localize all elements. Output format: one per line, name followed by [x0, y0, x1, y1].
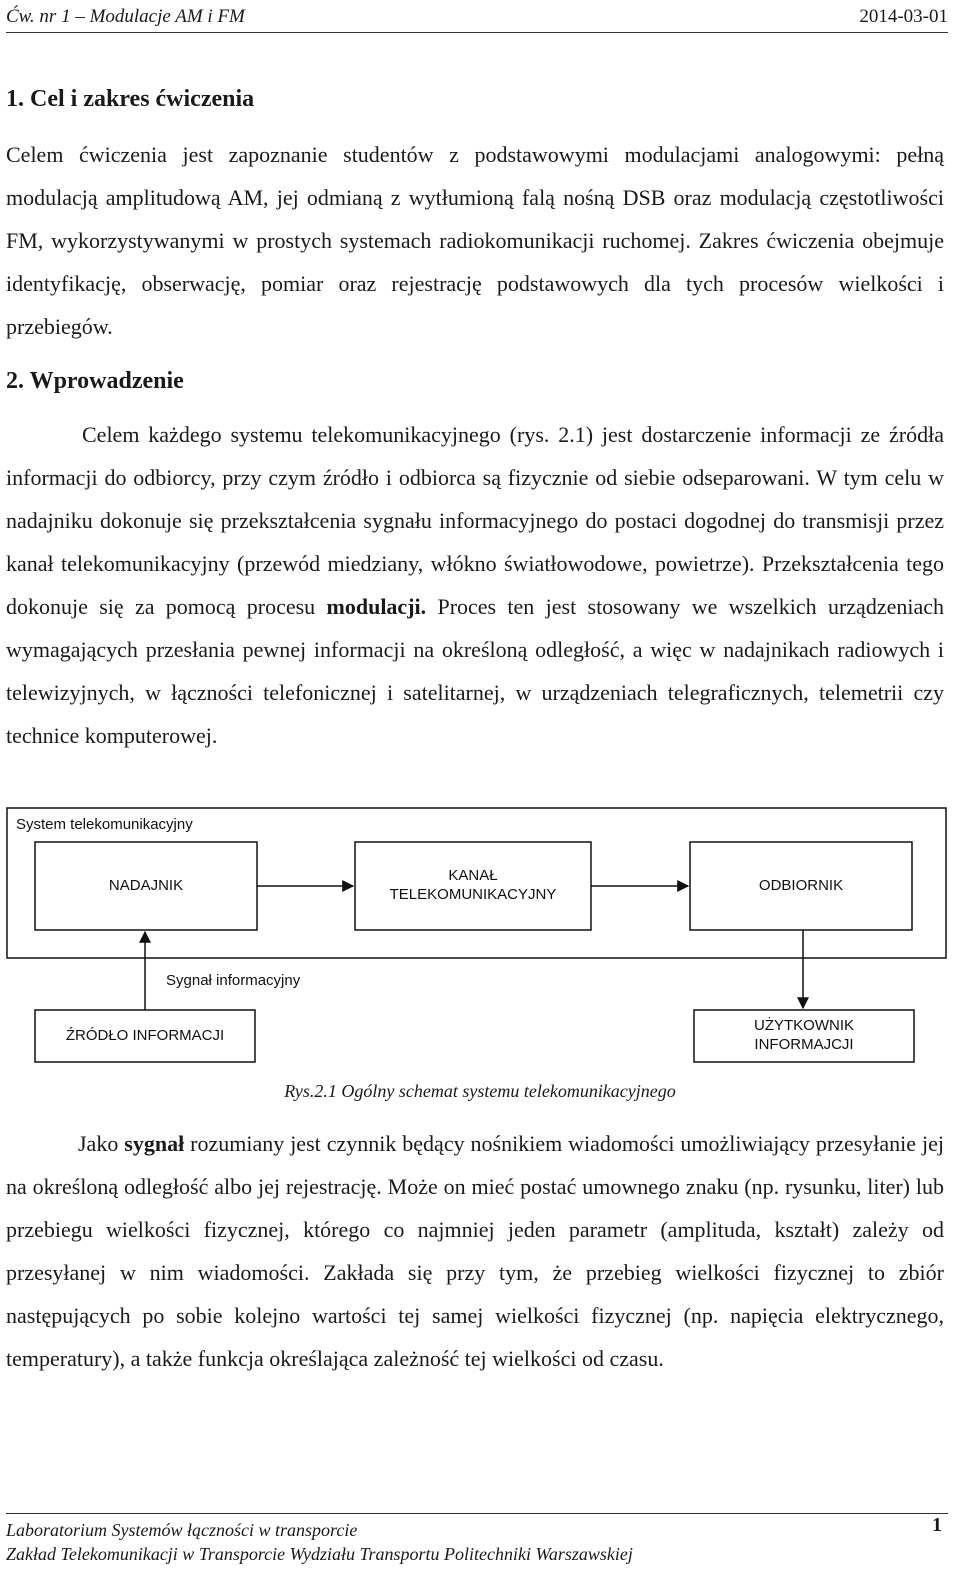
paragraph-3-text-b: rozumiany jest czynnik będący nośnikiem wiadomości umożliwiający przesyłanie jej na określoną odległość albo jej rejestrację. Może on mieć postać umownego znaku (np. rysunku, liter) lub przebiegu wielkości fizycznej, którego co najmniej jeden parametr (amplituda, kształt) zależy od przesyłanej w nim wiadomości. Zakłada się przy tym, że przebieg wielkości fizycznej to zbiór następujących po sobie kolejno wartości tej samej wielkości fizycznej (np. napięcia elektrycznego, temperatury), a także funkcja określająca zależność tej wielkości od czasu. — [6, 1131, 944, 1371]
section-2-text-b: Proces ten jest stosowany we wszelkich urządzeniach wymagających przesłania pewnej informacji na określoną odległość, a więc w nadajnikach radiowych i telewizyjnych, w łączności telefonicznej i satelitarnej, w urządzeniach telegraficznych, telemetrii czy technice komputerowej. — [6, 594, 944, 748]
paragraph-3-bold-term: sygnał — [124, 1131, 185, 1156]
section-2-heading: 2. Wprowadzenie — [6, 368, 184, 394]
paragraph-3 — [6, 1122, 944, 1380]
page-number: 1 — [932, 1514, 942, 1536]
figure-caption: Rys.2.1 Ogólny schemat systemu telekomunikacyjnego — [284, 1081, 676, 1101]
user-label-line2: INFORMAJCJI — [754, 1036, 854, 1053]
receiver-label: ODBIORNIK — [758, 877, 844, 894]
footer-line-2: Zakład Telekomunikacji w Transporcie Wydziału Transportu Politechniki Warszawskiej — [6, 1544, 633, 1564]
section-2-text-a: Celem każdego systemu telekomunikacyjnego (rys. 2.1) jest dostarczenie informacji ze źródła informacji do odbiorcy, przy czym źródło i odbiorca są fizycznie od siebie odseparowani. W tym celu w nadajniku dokonuje się przekształcenia sygnału informacyjnego do postaci dogodnej do transmisji przez kanał telekomunikacyjny (przewód miedziany, włókno światłowodowe, powietrze). Przekształcenia tego dokonuje się za pomocą procesu — [6, 422, 944, 619]
page-header — [6, 6, 948, 33]
header-date: 2014-03-01 — [859, 6, 948, 27]
section-1-paragraph: Celem ćwiczenia jest zapoznanie studentów z podstawowymi modulacjami analogowymi: pełną modulacją amplitudową AM, jej odmianą z wytłumioną falą nośną DSB oraz modulacją częstotliwości FM, wykorzystywanymi w prostych systemach radiokomunikacji ruchomej. Zakres ćwiczenia obejmuje identyfikację, obserwację, pomiar oraz rejestrację podstawowych dla tych procesów wielkości i przebiegów. — [6, 142, 944, 339]
system-label: System telekomunikacyjny — [16, 816, 193, 833]
section-2-bold-term: modulacji. — [326, 594, 427, 619]
paragraph-3-text-a: Jako — [78, 1131, 125, 1156]
channel-label-line2: TELEKOMUNIKACYJNY — [389, 886, 557, 903]
transmitter-label: NADAJNIK — [108, 877, 184, 894]
section-1-heading: 1. Cel i zakres ćwiczenia — [6, 86, 255, 112]
user-label — [694, 1016, 914, 1054]
footer-line-1: Laboratorium Systemów łączności w transporcie — [6, 1520, 358, 1540]
channel-label-line1: KANAŁ — [448, 867, 498, 884]
page-footer — [6, 1513, 948, 1564]
source-label: ŹRÓDŁO INFORMACJI — [65, 1027, 225, 1044]
header-title: Ćw. nr 1 – Modulacje AM i FM — [6, 6, 245, 27]
user-label-line1: UŻYTKOWNIK — [754, 1017, 854, 1034]
channel-label — [355, 866, 591, 904]
section-2-paragraph — [6, 413, 944, 757]
signal-label: Sygnał informacyjny — [166, 972, 301, 989]
